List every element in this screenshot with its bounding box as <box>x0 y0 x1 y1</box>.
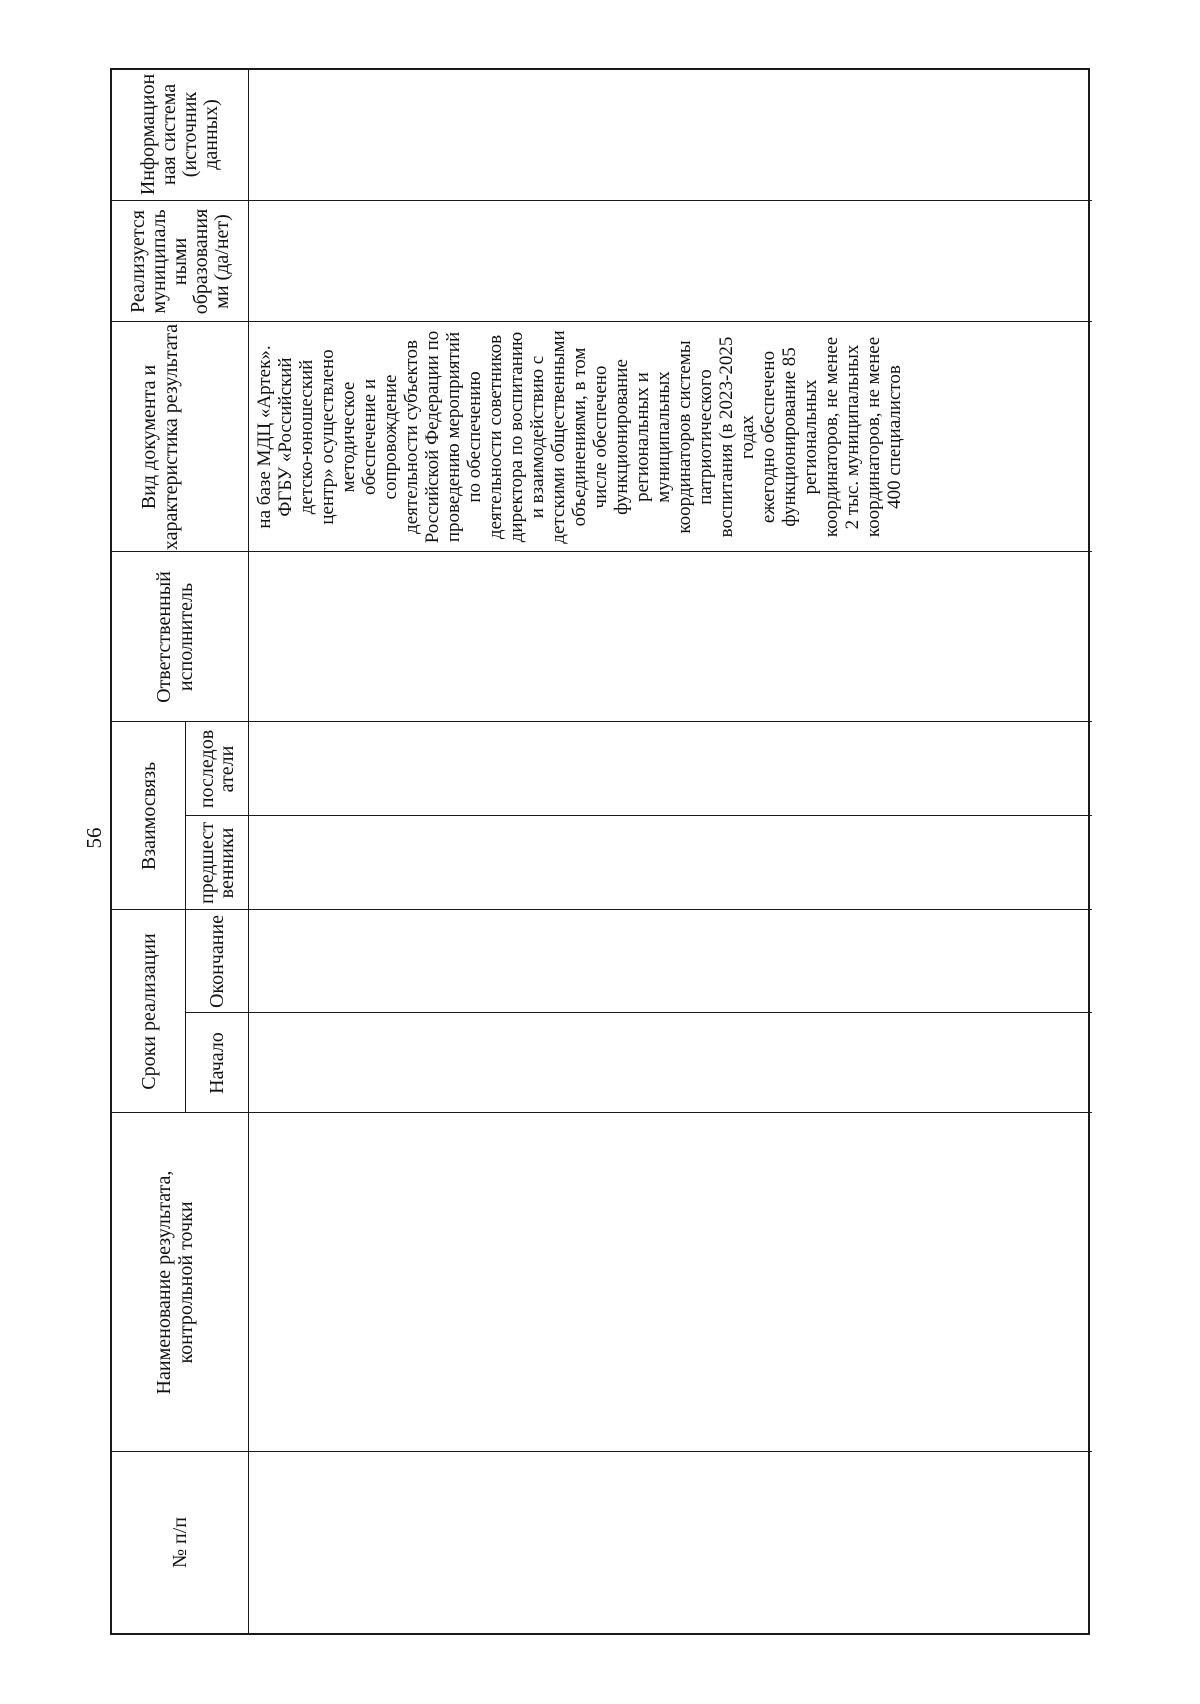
column-divider <box>112 551 1092 552</box>
document-type-description: на базе МДЦ «Артек». ФГБУ «Российский детско-юношеский центр» осуществлено методическое обеспечение и сопровождение деятельности субъектов Российской Федерации по проведению мероприятий по обеспечению деятельности советников директора по воспитанию и взаимодействию с детскими общественными объединениями, в том числе обеспечено функционирование региональных и муниципальных координаторов системы патриотического воспитания (в 2023-2025 годах ежегодно обеспечено функционирование 85 региональных координаторов, не менее 2 тыс. муниципальных координаторов, не менее 400 специалистов <box>254 330 905 544</box>
header-relationship: Взаимосвязь <box>137 761 160 871</box>
column-divider <box>112 200 1092 201</box>
header-bottom-rule <box>248 68 249 1633</box>
header-number: № п/п <box>169 1516 191 1569</box>
header-terms: Сроки реализации <box>137 933 160 1090</box>
page-number: 56 <box>82 827 106 849</box>
header-start: Начало <box>205 1032 228 1094</box>
column-divider <box>112 321 1092 322</box>
header-predecessors: предшест венники <box>195 822 238 904</box>
header-document-type: Вид документа и характеристика результата <box>138 323 182 551</box>
column-divider <box>185 815 1092 816</box>
header-result-name: Наименование результата, контрольной точки <box>153 1170 197 1395</box>
header-end: Окончание <box>205 914 228 1009</box>
column-divider <box>112 909 1092 910</box>
column-divider <box>112 721 1092 722</box>
header-municipal: Реализуется муниципаль ными образования ми (да/нет) <box>126 208 233 315</box>
results-table <box>110 68 1090 1635</box>
column-divider <box>112 1451 1092 1452</box>
column-divider <box>185 1012 1092 1013</box>
header-information-system: Информацион ная система (источник данных) <box>137 73 222 196</box>
column-divider <box>112 1112 1092 1113</box>
header-responsible: Ответственный исполнитель <box>153 571 197 703</box>
header-successors: последов атели <box>195 729 238 809</box>
